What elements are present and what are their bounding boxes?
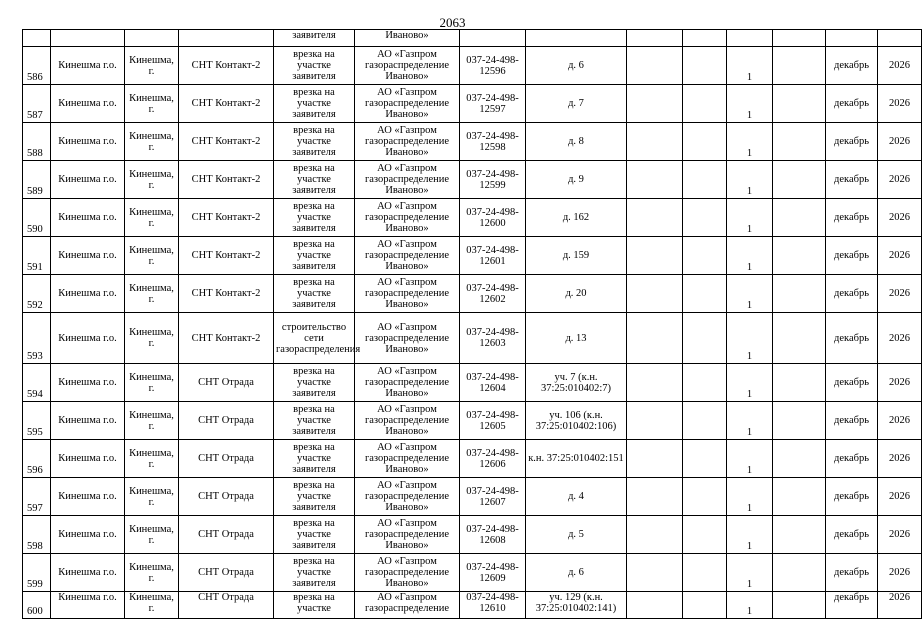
table-row xyxy=(23,516,922,554)
cell-quantity: 1 xyxy=(727,364,773,402)
table-row xyxy=(23,364,922,402)
cell-address: д. 5 xyxy=(526,516,627,554)
row-number: 586 xyxy=(23,47,51,85)
cell-month: декабрь xyxy=(826,199,878,237)
cell-locality: Кинешма, г. xyxy=(125,47,179,85)
cell-org: АО «Газпром газораспределение Иваново» xyxy=(355,516,460,554)
cell-col9 xyxy=(627,402,683,440)
cell-col10 xyxy=(683,516,727,554)
table-row xyxy=(23,592,922,619)
cell-col9 xyxy=(627,478,683,516)
table-row xyxy=(23,47,922,85)
cell-code: 037-24-498-12596 xyxy=(460,47,526,85)
cell-col10 xyxy=(683,85,727,123)
row-number: 594 xyxy=(23,364,51,402)
cell-col12 xyxy=(773,123,826,161)
cell-org: АО «Газпром газораспределение Иваново» xyxy=(355,554,460,592)
table-row xyxy=(23,199,922,237)
cell-work: врезка на участке заявителя xyxy=(274,440,355,478)
cell-col10 xyxy=(683,123,727,161)
cell-object: СНТ Отрада xyxy=(179,516,274,554)
cell-col12 xyxy=(773,440,826,478)
cell-year: 2026 xyxy=(878,275,922,313)
cell-month: декабрь xyxy=(826,554,878,592)
cell-col10 xyxy=(683,313,727,364)
cell-locality: Кинешма, г. xyxy=(125,237,179,275)
cell-month: декабрь xyxy=(826,237,878,275)
table-row xyxy=(23,478,922,516)
cell-quantity: 1 xyxy=(727,313,773,364)
cell-col9 xyxy=(627,85,683,123)
cell-locality: Кинешма, г. xyxy=(125,199,179,237)
row-number: 591 xyxy=(23,237,51,275)
cell-locality: Кинешма, г. xyxy=(125,478,179,516)
cell-code: 037-24-498-12605 xyxy=(460,402,526,440)
cell-month: декабрь xyxy=(826,161,878,199)
cell-col10 xyxy=(683,478,727,516)
cell-col12 xyxy=(773,402,826,440)
cell-address: к.н. 37:25:010402:151 xyxy=(526,440,627,478)
cell-locality xyxy=(125,30,179,47)
cell-month: декабрь xyxy=(826,402,878,440)
cell-quantity: 1 xyxy=(727,402,773,440)
cell-col10 xyxy=(683,554,727,592)
cell-locality: Кинешма, г. xyxy=(125,313,179,364)
cell-col9 xyxy=(627,313,683,364)
cell-year: 2026 xyxy=(878,85,922,123)
table-row xyxy=(23,123,922,161)
cell-org: АО «Газпром газораспределение Иваново» xyxy=(355,237,460,275)
cell-col9 xyxy=(627,440,683,478)
cell-object: СНТ Отрада xyxy=(179,478,274,516)
cell-col10 xyxy=(683,592,727,619)
cell-address: уч. 129 (к.н. 37:25:010402:141) xyxy=(526,592,627,619)
cell-work: врезка на участке заявителя xyxy=(274,199,355,237)
cell-year: 2026 xyxy=(878,313,922,364)
cell-work: врезка на участке заявителя xyxy=(274,402,355,440)
table-row xyxy=(23,237,922,275)
cell-code: 037-24-498-12606 xyxy=(460,440,526,478)
cell-org: АО «Газпром газораспределение Иваново» xyxy=(355,313,460,364)
cell-address: уч. 7 (к.н. 37:25:010402:7) xyxy=(526,364,627,402)
cell-org: АО «Газпром газораспределение Иваново» xyxy=(355,161,460,199)
cell-district: Кинешма г.о. xyxy=(51,440,125,478)
cell-code: 037-24-498-12608 xyxy=(460,516,526,554)
cell-code: 037-24-498-12598 xyxy=(460,123,526,161)
cell-year: 2026 xyxy=(878,47,922,85)
cell-code xyxy=(460,30,526,47)
cell-object xyxy=(179,30,274,47)
cell-col9 xyxy=(627,554,683,592)
cell-locality: Кинешма, г. xyxy=(125,85,179,123)
cell-col9 xyxy=(627,364,683,402)
cell-col10 xyxy=(683,364,727,402)
cell-col10 xyxy=(683,199,727,237)
cell-org: АО «Газпром газораспределение Иваново» xyxy=(355,199,460,237)
cell-col9 xyxy=(627,123,683,161)
cell-year: 2026 xyxy=(878,199,922,237)
row-number: 595 xyxy=(23,402,51,440)
cell-col10 xyxy=(683,402,727,440)
cell-num xyxy=(23,30,51,47)
cell-org: АО «Газпром газораспределение Иваново» xyxy=(355,47,460,85)
cell-quantity: 1 xyxy=(727,516,773,554)
cell-year: 2026 xyxy=(878,592,922,619)
row-number: 599 xyxy=(23,554,51,592)
cell-col10 xyxy=(683,47,727,85)
cell-month: декабрь xyxy=(826,478,878,516)
cell-address: уч. 106 (к.н. 37:25:010402:106) xyxy=(526,402,627,440)
cell-work: врезка на участке заявителя xyxy=(274,364,355,402)
cell-col12 xyxy=(773,30,826,47)
cell-org: АО «Газпром газораспределение Иваново» xyxy=(355,478,460,516)
cell-col12 xyxy=(773,313,826,364)
cell-district: Кинешма г.о. xyxy=(51,592,125,619)
cell-address: д. 6 xyxy=(526,554,627,592)
cell-locality: Кинешма, г. xyxy=(125,275,179,313)
cell-quantity: 1 xyxy=(727,440,773,478)
cell-org: Иваново» xyxy=(355,30,460,47)
row-number: 590 xyxy=(23,199,51,237)
cell-quantity: 1 xyxy=(727,478,773,516)
cell-object: СНТ Отрада xyxy=(179,440,274,478)
cell-locality: Кинешма, г. xyxy=(125,123,179,161)
cell-district xyxy=(51,30,125,47)
cell-code: 037-24-498-12607 xyxy=(460,478,526,516)
cell-address: д. 6 xyxy=(526,47,627,85)
cell-address: д. 7 xyxy=(526,85,627,123)
cell-col12 xyxy=(773,161,826,199)
cell-object: СНТ Контакт-2 xyxy=(179,47,274,85)
row-number: 593 xyxy=(23,313,51,364)
cell-col12 xyxy=(773,199,826,237)
cell-district: Кинешма г.о. xyxy=(51,554,125,592)
cell-district: Кинешма г.о. xyxy=(51,123,125,161)
cell-org: АО «Газпром газораспределение Иваново» xyxy=(355,85,460,123)
cell-quantity: 1 xyxy=(727,199,773,237)
cell-district: Кинешма г.о. xyxy=(51,364,125,402)
cell-object: СНТ Контакт-2 xyxy=(179,199,274,237)
cell-quantity: 1 xyxy=(727,123,773,161)
cell-district: Кинешма г.о. xyxy=(51,237,125,275)
cell-quantity: 1 xyxy=(727,592,773,619)
cell-org: АО «Газпром газораспределение Иваново» xyxy=(355,402,460,440)
cell-col10 xyxy=(683,440,727,478)
cell-month: декабрь xyxy=(826,275,878,313)
cell-quantity: 1 xyxy=(727,161,773,199)
cell-object: СНТ Контакт-2 xyxy=(179,123,274,161)
cell-work: врезка на участке заявителя xyxy=(274,47,355,85)
table-row xyxy=(23,275,922,313)
cell-col10 xyxy=(683,161,727,199)
cell-district: Кинешма г.о. xyxy=(51,478,125,516)
cell-year: 2026 xyxy=(878,123,922,161)
cell-work: врезка на участке заявителя xyxy=(274,275,355,313)
cell-code: 037-24-498-12604 xyxy=(460,364,526,402)
cell-code: 037-24-498-12603 xyxy=(460,313,526,364)
table-row-fragment xyxy=(23,30,922,47)
cell-year xyxy=(878,30,922,47)
cell-org: АО «Газпром газораспределение Иваново» xyxy=(355,364,460,402)
cell-col11 xyxy=(727,30,773,47)
table-row xyxy=(23,402,922,440)
cell-year: 2026 xyxy=(878,554,922,592)
cell-col9 xyxy=(627,592,683,619)
cell-object: СНТ Отрада xyxy=(179,554,274,592)
cell-code: 037-24-498-12601 xyxy=(460,237,526,275)
cell-object: СНТ Отрада xyxy=(179,592,274,619)
cell-locality: Кинешма, г. xyxy=(125,402,179,440)
cell-work: врезка на участке заявителя xyxy=(274,85,355,123)
cell-object: СНТ Контакт-2 xyxy=(179,275,274,313)
cell-address: д. 162 xyxy=(526,199,627,237)
cell-col9 xyxy=(627,161,683,199)
cell-code: 037-24-498-12610 xyxy=(460,592,526,619)
cell-month: декабрь xyxy=(826,592,878,619)
cell-col12 xyxy=(773,364,826,402)
cell-address: д. 13 xyxy=(526,313,627,364)
cell-address: д. 8 xyxy=(526,123,627,161)
cell-quantity: 1 xyxy=(727,554,773,592)
cell-col12 xyxy=(773,85,826,123)
cell-org: АО «Газпром газораспределение Иваново» xyxy=(355,123,460,161)
cell-district: Кинешма г.о. xyxy=(51,199,125,237)
cell-month xyxy=(826,30,878,47)
cell-district: Кинешма г.о. xyxy=(51,47,125,85)
cell-year: 2026 xyxy=(878,161,922,199)
cell-work: врезка на участке заявителя xyxy=(274,516,355,554)
cell-col9 xyxy=(627,199,683,237)
cell-object: СНТ Контакт-2 xyxy=(179,85,274,123)
cell-col12 xyxy=(773,592,826,619)
cell-col12 xyxy=(773,478,826,516)
page-number: 2063 xyxy=(439,15,466,30)
cell-work: врезка на участке заявителя xyxy=(274,123,355,161)
cell-district: Кинешма г.о. xyxy=(51,313,125,364)
cell-col12 xyxy=(773,516,826,554)
cell-work: врезка на участке заявителя xyxy=(274,161,355,199)
row-number: 587 xyxy=(23,85,51,123)
registry-table xyxy=(22,29,922,619)
cell-work: строительство сети газораспределения xyxy=(274,313,355,364)
cell-col9 xyxy=(627,516,683,554)
row-number: 600 xyxy=(23,592,51,619)
cell-year: 2026 xyxy=(878,516,922,554)
cell-month: декабрь xyxy=(826,47,878,85)
cell-col12 xyxy=(773,275,826,313)
row-number: 598 xyxy=(23,516,51,554)
cell-month: декабрь xyxy=(826,313,878,364)
cell-object: СНТ Отрада xyxy=(179,364,274,402)
cell-quantity: 1 xyxy=(727,85,773,123)
cell-col10 xyxy=(683,275,727,313)
cell-org: АО «Газпром газораспределение xyxy=(355,592,460,619)
cell-address xyxy=(526,30,627,47)
cell-locality: Кинешма, г. xyxy=(125,440,179,478)
table-row xyxy=(23,440,922,478)
cell-org: АО «Газпром газораспределение Иваново» xyxy=(355,275,460,313)
cell-quantity: 1 xyxy=(727,237,773,275)
cell-quantity: 1 xyxy=(727,275,773,313)
cell-col12 xyxy=(773,47,826,85)
cell-code: 037-24-498-12609 xyxy=(460,554,526,592)
cell-month: декабрь xyxy=(826,364,878,402)
cell-work: заявителя xyxy=(274,30,355,47)
cell-year: 2026 xyxy=(878,478,922,516)
cell-work: врезка на участке заявителя xyxy=(274,237,355,275)
cell-district: Кинешма г.о. xyxy=(51,161,125,199)
cell-col12 xyxy=(773,554,826,592)
cell-object: СНТ Контакт-2 xyxy=(179,161,274,199)
cell-col9 xyxy=(627,237,683,275)
cell-district: Кинешма г.о. xyxy=(51,402,125,440)
row-number: 597 xyxy=(23,478,51,516)
row-number: 592 xyxy=(23,275,51,313)
cell-month: декабрь xyxy=(826,516,878,554)
table-row xyxy=(23,313,922,364)
cell-locality: Кинешма, г. xyxy=(125,364,179,402)
cell-object: СНТ Контакт-2 xyxy=(179,237,274,275)
cell-work: врезка на участке заявителя xyxy=(274,554,355,592)
cell-code: 037-24-498-12597 xyxy=(460,85,526,123)
cell-locality: Кинешма, г. xyxy=(125,554,179,592)
cell-year: 2026 xyxy=(878,402,922,440)
cell-year: 2026 xyxy=(878,440,922,478)
cell-district: Кинешма г.о. xyxy=(51,85,125,123)
cell-work: врезка на участке xyxy=(274,592,355,619)
cell-col9 xyxy=(627,30,683,47)
cell-code: 037-24-498-12599 xyxy=(460,161,526,199)
row-number: 596 xyxy=(23,440,51,478)
cell-address: д. 4 xyxy=(526,478,627,516)
cell-district: Кинешма г.о. xyxy=(51,275,125,313)
cell-code: 037-24-498-12602 xyxy=(460,275,526,313)
cell-district: Кинешма г.о. xyxy=(51,516,125,554)
cell-month: декабрь xyxy=(826,85,878,123)
cell-address: д. 20 xyxy=(526,275,627,313)
cell-col9 xyxy=(627,47,683,85)
cell-col9 xyxy=(627,275,683,313)
cell-locality: Кинешма, г. xyxy=(125,592,179,619)
cell-work: врезка на участке заявителя xyxy=(274,478,355,516)
cell-locality: Кинешма, г. xyxy=(125,516,179,554)
cell-col12 xyxy=(773,237,826,275)
table-row xyxy=(23,161,922,199)
cell-year: 2026 xyxy=(878,364,922,402)
cell-address: д. 9 xyxy=(526,161,627,199)
cell-year: 2026 xyxy=(878,237,922,275)
cell-org: АО «Газпром газораспределение Иваново» xyxy=(355,440,460,478)
table-row xyxy=(23,85,922,123)
cell-object: СНТ Контакт-2 xyxy=(179,313,274,364)
cell-month: декабрь xyxy=(826,123,878,161)
cell-code: 037-24-498-12600 xyxy=(460,199,526,237)
cell-address: д. 159 xyxy=(526,237,627,275)
cell-object: СНТ Отрада xyxy=(179,402,274,440)
row-number: 589 xyxy=(23,161,51,199)
cell-quantity: 1 xyxy=(727,47,773,85)
cell-month: декабрь xyxy=(826,440,878,478)
table-row xyxy=(23,554,922,592)
cell-col10 xyxy=(683,237,727,275)
row-number: 588 xyxy=(23,123,51,161)
cell-locality: Кинешма, г. xyxy=(125,161,179,199)
cell-col10 xyxy=(683,30,727,47)
